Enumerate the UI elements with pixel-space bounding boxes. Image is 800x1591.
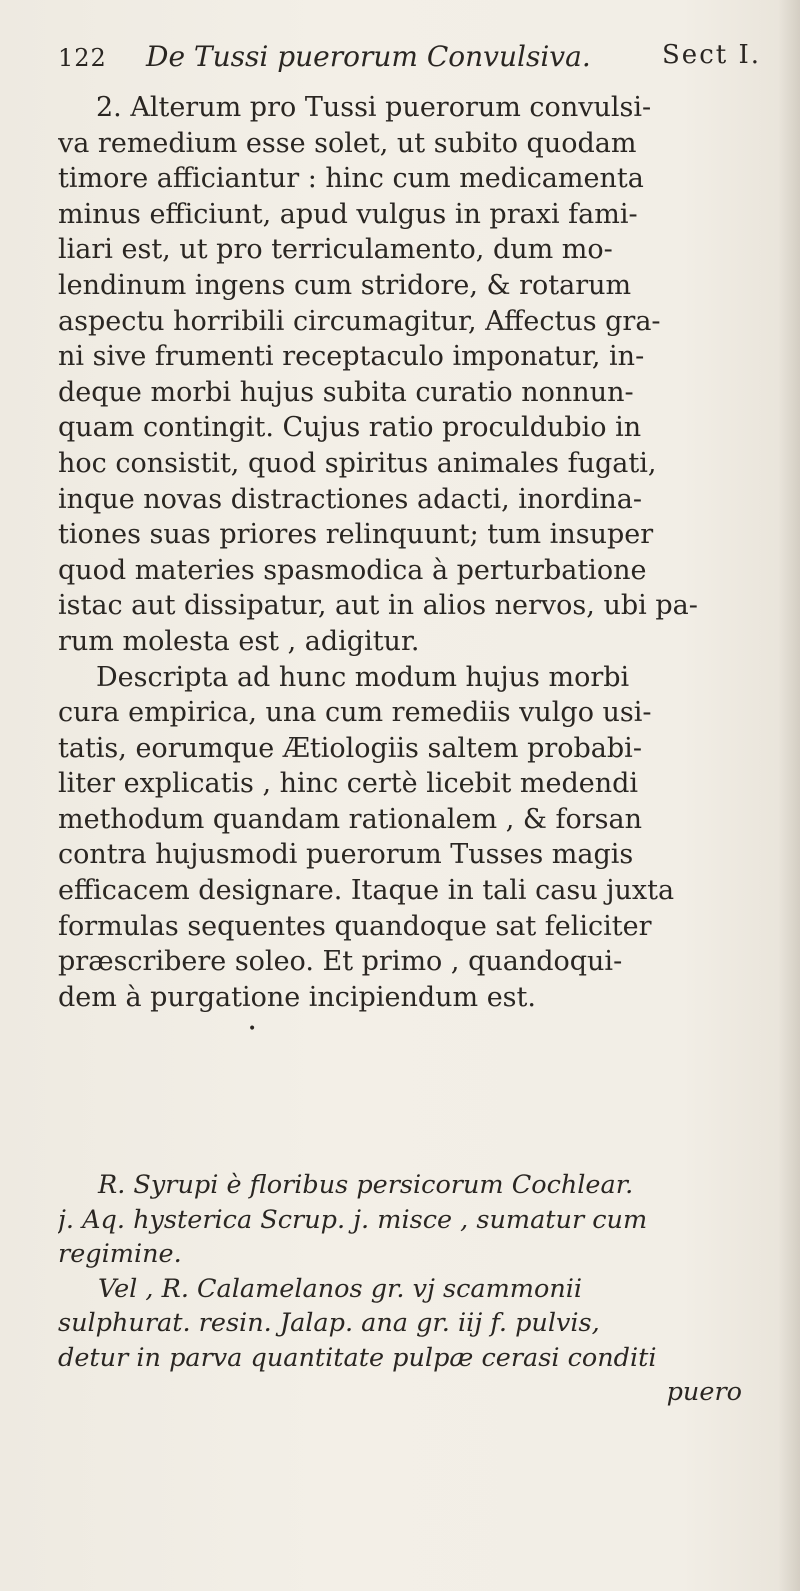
- text-line: timore afficiantur : hinc cum medicamenta: [58, 163, 644, 195]
- text-line: quam contingit. Cujus ratio proculdubio in: [58, 412, 642, 444]
- page-number: 122: [58, 44, 107, 72]
- running-title: De Tussi puerorum Convulsiva.: [146, 40, 591, 73]
- recipe-line: R. Syrupi è floribus persicorum Cochlear.: [98, 1170, 634, 1200]
- text-line: istac aut dissipatur, aut in alios nervos, ubi pa-: [58, 590, 698, 622]
- recipe-line: regimine.: [58, 1239, 182, 1269]
- separator-mark: •: [248, 1021, 257, 1038]
- text-line: 2. Alterum pro Tussi puerorum convulsi-: [96, 92, 652, 123]
- text-line: quod materies spasmodica à perturbatione: [58, 554, 647, 586]
- text-line: tiones suas priores relinquunt; tum insuper: [58, 519, 654, 551]
- text-line: minus efficiunt, apud vulgus in praxi fami-: [58, 198, 638, 230]
- page-edge-shadow: [778, 0, 800, 1591]
- recipe-line: sulphurat. resin. Jalap. ana gr. iij f. pulvis,: [58, 1308, 600, 1338]
- text-line: cura empirica, una cum remediis vulgo usi-: [58, 697, 652, 729]
- recipe-line: j. Aq. hysterica Scrup. j. misce , sumatur cum: [58, 1204, 648, 1235]
- catchword: puero: [666, 1377, 742, 1407]
- recipe-line: Vel , R. Calamelanos gr. vj scammonii: [98, 1273, 583, 1304]
- text-line: inque novas distractiones adacti, inordina-: [58, 483, 642, 515]
- text-line: deque morbi hujus subita curatio nonnun-: [58, 376, 634, 408]
- section-label: Sect I.: [662, 40, 762, 70]
- text-line: dem à purgatione incipiendum est.: [58, 981, 536, 1013]
- text-line: aspectu horribili circumagitur, Affectus gra-: [58, 305, 661, 337]
- text-line: lendinum ingens cum stridore, & rotarum: [58, 269, 632, 301]
- text-line: contra hujusmodi puerorum Tusses magis: [58, 839, 634, 871]
- text-line: methodum quandam rationalem , & forsan: [58, 803, 642, 835]
- recipe-line: detur in parva quantitate pulpæ cerasi conditi: [58, 1342, 657, 1373]
- recipe-block: [58, 1168, 778, 1410]
- text-line: liter explicatis , hinc certè licebit medendi: [58, 768, 639, 800]
- text-line: rum molesta est , adigitur.: [58, 625, 420, 657]
- paragraph-2: [58, 660, 778, 1016]
- page-header: [58, 36, 778, 76]
- text-line: præscribere soleo. Et primo , quandoqui-: [58, 946, 623, 978]
- text-line: tatis, eorumque Ætiologiis saltem probabi-: [58, 732, 642, 764]
- text-line: liari est, ut pro terriculamento, dum mo-: [58, 234, 613, 266]
- text-line: va remedium esse solet, ut subito quodam: [58, 127, 637, 159]
- text-line: ni sive frumenti receptaculo imponatur, in-: [58, 341, 645, 373]
- main-text: [58, 90, 778, 1043]
- text-line: efficacem designare. Itaque in tali casu juxta: [58, 875, 675, 907]
- text-line: hoc consistit, quod spiritus animales fugati,: [58, 447, 657, 479]
- text-line: formulas sequentes quandoque sat feliciter: [58, 910, 652, 942]
- text-line: Descripta ad hunc modum hujus morbi: [96, 661, 630, 693]
- paragraph-1: [58, 90, 778, 660]
